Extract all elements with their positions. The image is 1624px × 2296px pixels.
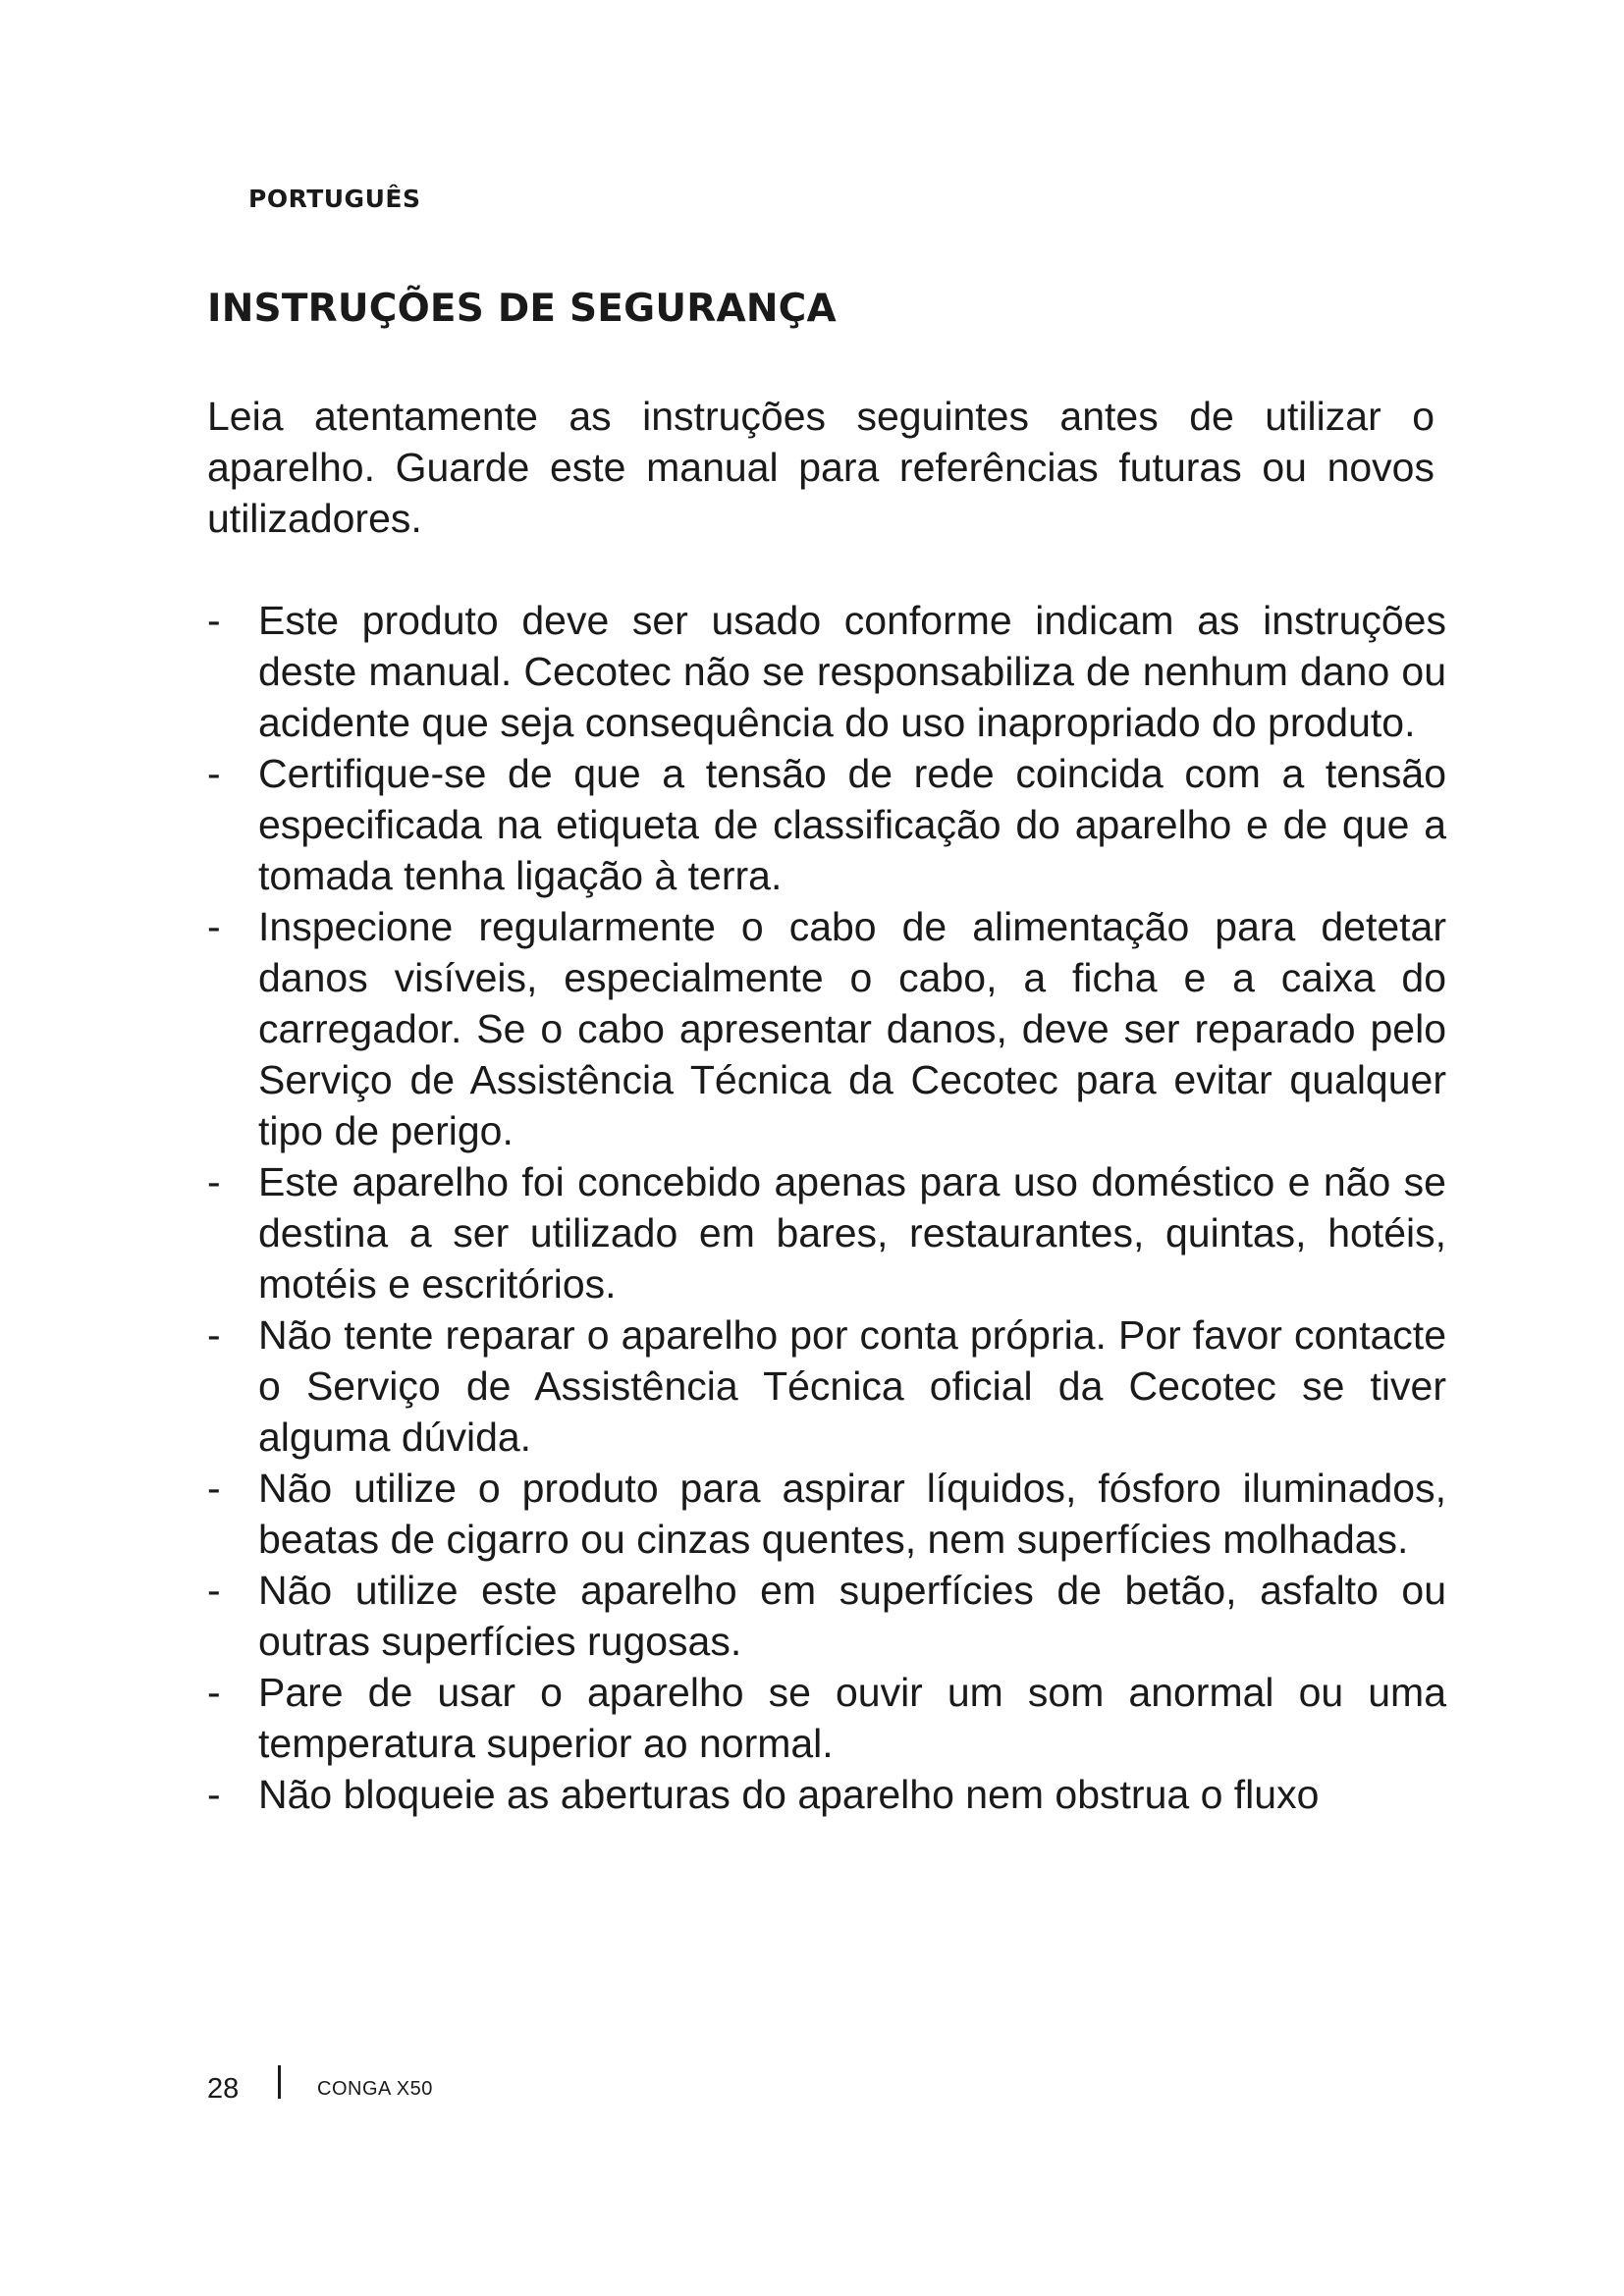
list-item-text: Este aparelho foi concebido apenas para uso doméstico e não se destina a ser utilizado em bares, restaurantes, quintas, hotéis, motéis e escritórios. <box>258 1159 1446 1307</box>
list-item <box>207 1309 1446 1463</box>
list-item <box>207 1156 1446 1309</box>
list-item-text: Certifique-se de que a tensão de rede coincida com a tensão especificada na etiqueta de classificação do aparelho e de que a tomada tenha ligação à terra. <box>258 751 1446 898</box>
section-title: INSTRUÇÕES DE SEGURANÇA <box>207 287 837 331</box>
list-item-text: Não utilize este aparelho em superfícies de betão, asfalto ou outras superfícies rugosas. <box>258 1568 1446 1664</box>
bullet-dash: - <box>207 1772 221 1817</box>
bullet-dash: - <box>207 1159 221 1204</box>
safety-instructions-list <box>207 595 1446 1820</box>
list-item <box>207 748 1446 901</box>
list-item-text: Não bloqueie as aberturas do aparelho nem obstrua o fluxo <box>258 1772 1320 1817</box>
list-item-text: Este produto deve ser usado conforme indicam as instruções deste manual. Cecotec não se responsabiliza de nenhum dano ou acidente que seja consequência do uso inapropriado do produto. <box>258 598 1446 745</box>
bullet-dash: - <box>207 1568 221 1613</box>
list-item <box>207 1667 1446 1769</box>
list-item <box>207 595 1446 748</box>
bullet-dash: - <box>207 1466 221 1511</box>
list-item <box>207 1463 1446 1565</box>
bullet-dash: - <box>207 598 221 643</box>
page-number: 28 <box>207 2073 240 2105</box>
list-item-text: Não tente reparar o aparelho por conta própria. Por favor contacte o Serviço de Assistência Técnica oficial da Cecotec se tiver alguma dúvida. <box>258 1312 1446 1460</box>
language-label: PORTUGUÊS <box>248 185 421 213</box>
list-item <box>207 1565 1446 1667</box>
bullet-dash: - <box>207 751 221 796</box>
model-name: CONGA X50 <box>317 2078 433 2100</box>
intro-paragraph: Leia atentamente as instruções seguintes antes de utilizar o aparelho. Guarde este manual para referências futuras ou novos utilizadores. <box>207 394 1435 541</box>
footer-divider <box>278 2065 281 2099</box>
bullet-dash: - <box>207 1312 221 1358</box>
list-item <box>207 901 1446 1156</box>
list-item-text: Não utilize o produto para aspirar líquidos, fósforo iluminados, beatas de cigarro ou cinzas quentes, nem superfícies molhadas. <box>258 1466 1446 1562</box>
list-item <box>207 1769 1446 1820</box>
list-item-text: Pare de usar o aparelho se ouvir um som anormal ou uma temperatura superior ao normal. <box>258 1670 1446 1766</box>
bullet-dash: - <box>207 904 221 949</box>
list-item-text: Inspecione regularmente o cabo de alimentação para detetar danos visíveis, especialmente o cabo, a ficha e a caixa do carregador. Se o cabo apresentar danos, deve ser reparado pelo Serviço de Assistência Técnica da Cecotec para evitar qualquer tipo de perigo. <box>258 904 1446 1153</box>
bullet-dash: - <box>207 1670 221 1715</box>
